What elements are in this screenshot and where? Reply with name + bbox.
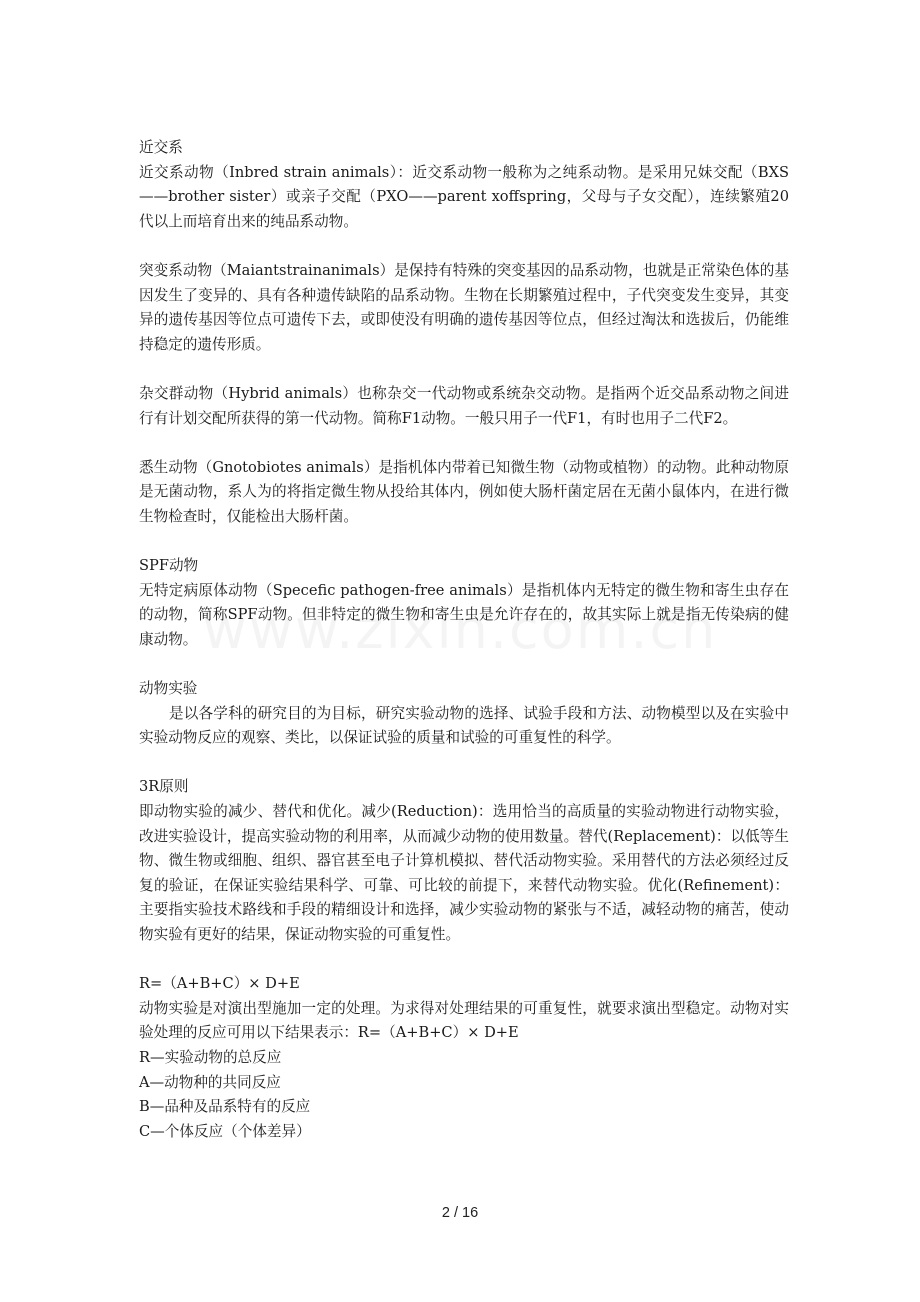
paragraph-hybrid: 杂交群动物（Hybrid animals）也称杂交一代动物或系统杂交动物。是指两个近交品系动物之间进行有计划交配所获得的第一代动物。简称F1动物。一般只用子一代F1，有时也用子二代F2。 — [139, 384, 789, 427]
paragraph-gnotobiote: 悉生动物（Gnotobiotes animals）是指机体内带着已知微生物（动物或植物）的动物。此种动物原是无菌动物，系人为的将指定微生物从投给其体内，例如使大肠杆菌定居在无菌小鼠体内，在进行微生物检查时，仅能检出大肠杆菌。 — [139, 458, 789, 525]
heading-spf: SPF动物 — [139, 557, 199, 575]
heading-inbred: 近交系 — [139, 139, 183, 156]
paragraph-mutant: 突变系动物（Maiantstrainanimals）是保持有特殊的突变基因的品系动物，也就是正常染色体的基因发生了变异的、具有各种遗传缺陷的品系动物。生物在长期繁殖过程中，子代突变发生变异，其变异的遗传基因等位点可遗传下去，或即使没有明确的遗传基因等位点，但经过淘汰和选拔后，仍能维持稳定的遗传形质。 — [139, 261, 789, 353]
paragraph-inbred: 近交系动物（Inbred strain animals）：近交系动物一般称为之纯系动物。是采用兄妹交配（BXS——brother sister）或亲子交配（PXO——parent xoffspring，父母与子女交配），连续繁殖20代以上而培育出来的纯品系动物。 — [139, 163, 789, 230]
paragraph-formula: 动物实验是对演出型施加一定的处理。为求得对处理结果的可重复性，就要求演出型稳定。动物对实验处理的反应可用以下结果表示：R=（A+B+C）× D+E — [139, 999, 789, 1042]
heading-3r: 3R原则 — [139, 778, 189, 796]
document-body — [139, 136, 789, 1144]
formula-term-c: C—个体反应（个体差异） — [139, 1122, 311, 1140]
paragraph-3r: 即动物实验的减少、替代和优化。减少(Reduction)：选用恰当的高质量的实验动物进行动物实验，改进实验设计，提高实验动物的利用率，从而减少动物的使用数量。替代(Replacement)：以低等生物、微生物或细胞、组织、器官甚至电子计算机模拟、替代活动物实验。采用替代的方法必须经过反复的验证，在保证实验结果科学、可靠、可比较的前提下，来替代动物实验。优化(Refinement)：主要指实验技术路线和手段的精细设计和选择，减少实验动物的紧张与不适，减轻动物的痛苦，使动物实验有更好的结果，保证动物实验的可重复性。 — [139, 803, 789, 943]
formula-term-b: B—品种及品系特有的反应 — [139, 1098, 311, 1116]
formula-heading: R=（A+B+C）× D+E — [139, 975, 300, 993]
paragraph-spf: 无特定病原体动物（Specefic pathogen-free animals）是指机体内无特定的微生物和寄生虫存在的动物，简称SPF动物。但非特定的微生物和寄生虫是允许存在的，故其实际上就是指无传染病的健康动物。 — [139, 581, 789, 648]
formula-term-a: A—动物种的共同反应 — [139, 1073, 281, 1091]
heading-animal-experiment: 动物实验 — [139, 680, 198, 698]
paragraph-animal-experiment: 是以各学科的研究目的为目标，研究实验动物的选择、试验手段和方法、动物模型以及在实验中实验动物反应的观察、类比，以保证试验的质量和试验的可重复性的科学。 — [139, 704, 789, 747]
page-indicator: 2 / 16 — [441, 1205, 479, 1221]
formula-term-r: R—实验动物的总反应 — [139, 1048, 282, 1066]
